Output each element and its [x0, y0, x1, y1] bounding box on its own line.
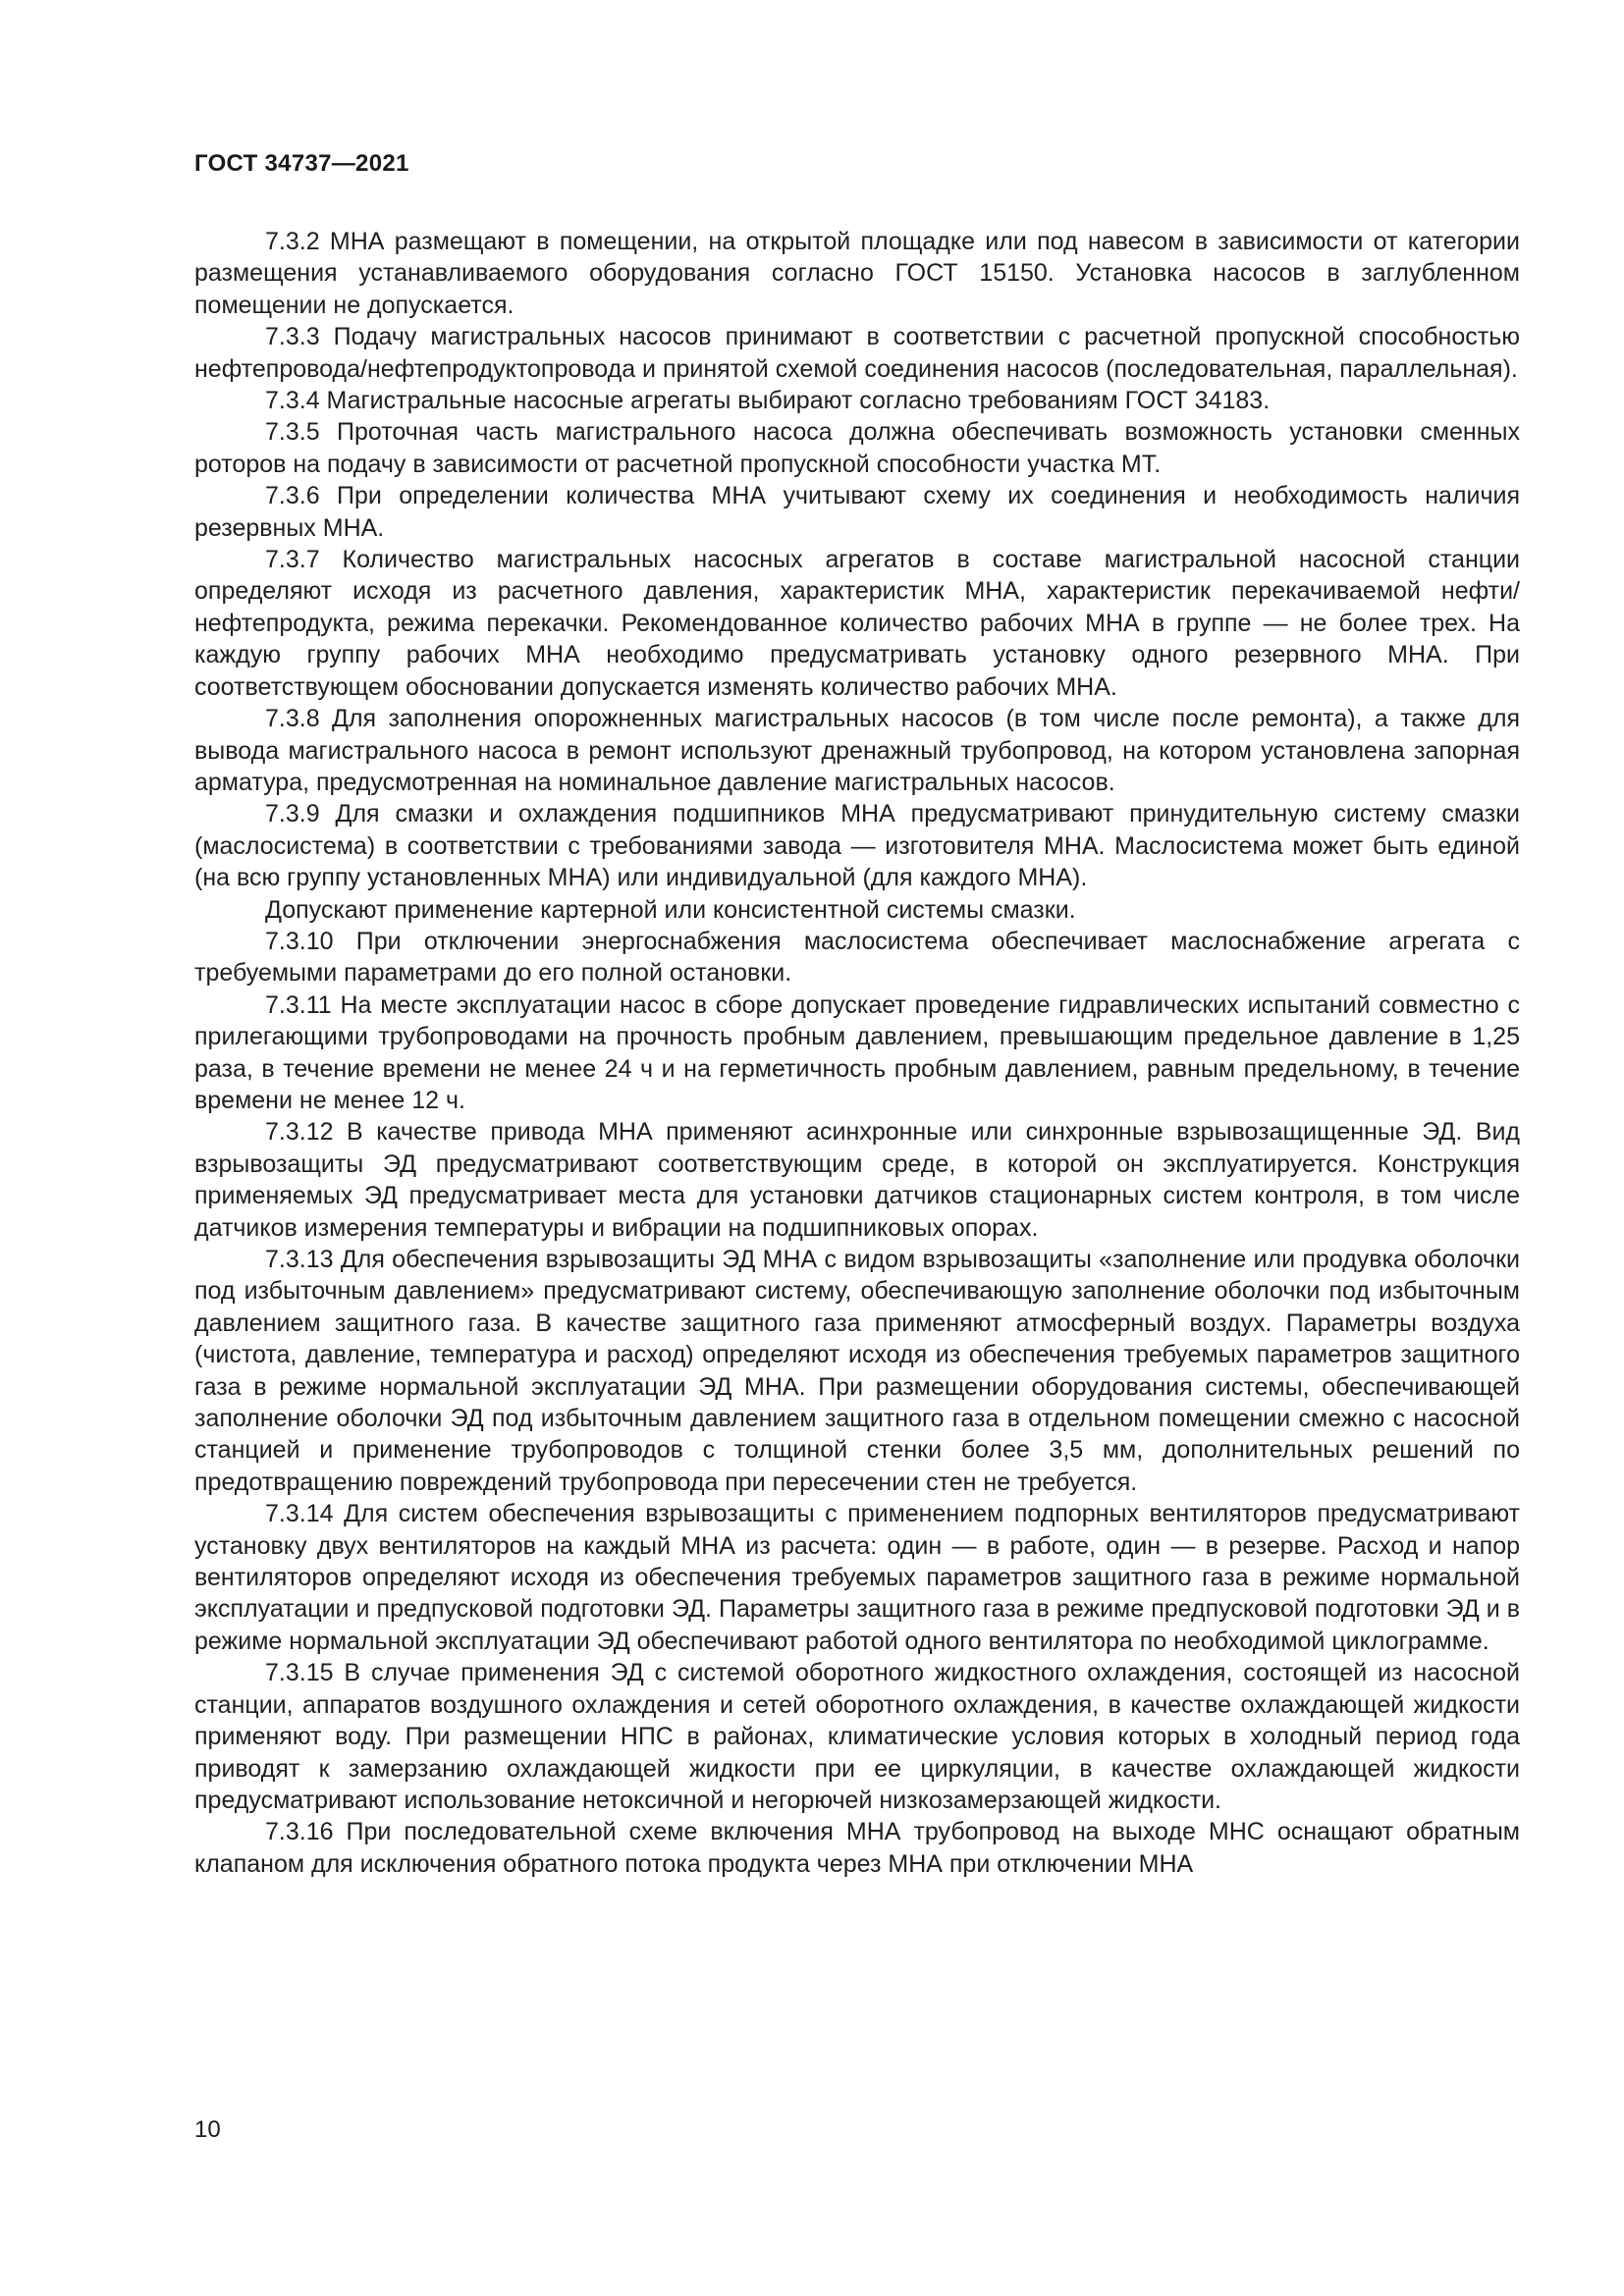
paragraph-7-3-9-note: Допускают применение картерной или консистентной системы смазки. — [265, 895, 1076, 924]
paragraph-7-3-2: 7.3.2 МНА размещают в помещении, на открытой площадке или под навесом в зависимости от категории размещения устанавливаемого оборудования согласно ГОСТ 15150. Установка насосов в заглубленном помещении не допускается. — [194, 228, 1520, 319]
paragraph-7-3-16: 7.3.16 При последовательной схеме включения МНА трубопровод на выходе МНС оснащают обратным клапаном для исключения обратного потока продукта через МНА при отключении МНА — [194, 1818, 1520, 1878]
paragraph-7-3-8: 7.3.8 Для заполнения опорожненных магистральных насосов (в том числе после ремонта), а также для вывода магистрального насоса в ремонт используют дренажный трубопровод, на котором установлена запорная арматура, предусмотренная на номинальное давление магистральных насосов. — [194, 705, 1520, 796]
paragraph-7-3-11: 7.3.11 На месте эксплуатации насос в сборе допускает проведение гидравлических испытаний совместно с прилегающими трубопроводами на прочность пробным давлением, превышающим предельное давление в 1,25 раза, в течение времени не менее 24 ч и на герметичность пробным давлением, равным предельному, в течение времени не менее 12 ч. — [194, 990, 1520, 1114]
paragraph-7-3-9: 7.3.9 Для смазки и охлаждения подшипников МНА предусматривают принудительную систему смазки (маслосистема) в соответствии с требованиями завода — изготовителя МНА. Маслосистема может быть единой (на всю группу установленных МНА) или индивидуальной (для каждого МНА). — [194, 800, 1520, 892]
paragraph-7-3-5: 7.3.5 Проточная часть магистрального насоса должна обеспечивать возможность установки сменных роторов на подачу в зависимости от расчетной пропускной способности участка МТ. — [194, 418, 1520, 478]
paragraph-7-3-12: 7.3.12 В качестве привода МНА применяют асинхронные или синхронные взрывозащищенные ЭД. Вид взрывозащиты ЭД предусматривают соответствующим среде, в которой он эксплуатируется. Конструкция применяемых ЭД предусматривает места для установки датчиков стационарных систем контроля, в том числе датчиков измерения температуры и вибрации на подшипниковых опорах. — [194, 1118, 1520, 1242]
paragraph-7-3-6: 7.3.6 При определении количества МНА учитывают схему их соединения и необходимость наличия резервных МНА. — [194, 482, 1520, 542]
paragraph-7-3-3: 7.3.3 Подачу магистральных насосов принимают в соответствии с расчетной пропускной способностью нефтепровода/нефтепродуктопровода и принятой схемой соединения насосов (последовательная, параллельная). — [194, 323, 1520, 383]
paragraph-7-3-15: 7.3.15 В случае применения ЭД с системой оборотного жидкостного охлаждения, состоящей из насосной станции, аппаратов воздушного охлаждения и сетей оборотного охлаждения, в качестве охлаждающей жидкости применяют воду. При размещении НПС в районах, климатические условия которых в холодный период года приводят к замерзанию охлаждающей жидкости при ее циркуляции, в качестве охлаждающей жидкости предусматривают использование нетоксичной и негорючей низкозамерзающей жидкости. — [194, 1659, 1520, 1814]
paragraph-7-3-14: 7.3.14 Для систем обеспечения взрывозащиты с применением подпорных вентиляторов предусматривают установку двух вентиляторов на каждый МНА из расчета: один — в работе, один — в резерве. Расход и напор вентиляторов определяют исходя из обеспечения требуемых параметров защитного газа в режиме нормальной эксплуатации и предпусковой подготовки ЭД. Параметры защитного газа в режиме предпусковой подготовки ЭД и в режиме нормальной эксплуатации ЭД обеспечивают работой одного вентилятора по необходимой циклограмме. — [194, 1500, 1520, 1655]
page-number: 10 — [194, 2116, 221, 2143]
document-body — [194, 226, 1520, 1880]
paragraph-7-3-4: 7.3.4 Магистральные насосные агрегаты выбирают согласно требованиям ГОСТ 34183. — [265, 387, 1271, 415]
paragraph-7-3-10: 7.3.10 При отключении энергоснабжения маслосистема обеспечивает маслоснабжение агрегата с требуемыми параметрами до его полной остановки. — [194, 927, 1520, 988]
paragraph-7-3-13: 7.3.13 Для обеспечения взрывозащиты ЭД МНА с видом взрывозащиты «заполнение или продувка оболочки под избыточным давлением» предусматривают систему, обеспечивающую заполнение оболочки под избыточным давлением защитного газа. В качестве защитного газа применяют атмосферный воздух. Параметры воздуха (чистота, давление, температура и расход) определяют исходя из обеспечения требуемых параметров защитного газа в режиме нормальной эксплуатации ЭД МНА. При размещении оборудования системы, обеспечивающей заполнение оболочки ЭД под избыточным давлением защитного газа в отдельном помещении смежно с насосной станцией и применение трубопроводов с толщиной стенки более 3,5 мм, дополнительных решений по предотвращению повреждений трубопровода при пересечении стен не требуется. — [194, 1246, 1520, 1496]
document-header: ГОСТ 34737—2021 — [194, 150, 409, 177]
paragraph-7-3-7: 7.3.7 Количество магистральных насосных агрегатов в составе магистральной насосной станции определяют исходя из расчетного давления, характеристик МНА, характеристик перекачиваемой нефти/нефтепродукта, режима перекачки. Рекомендованное количество рабочих МНА в группе — не более трех. На каждую группу рабочих МНА необходимо предусматривать установку одного резервного МНА. При соответствующем обосновании допускается изменять количество рабочих МНА. — [194, 546, 1520, 701]
